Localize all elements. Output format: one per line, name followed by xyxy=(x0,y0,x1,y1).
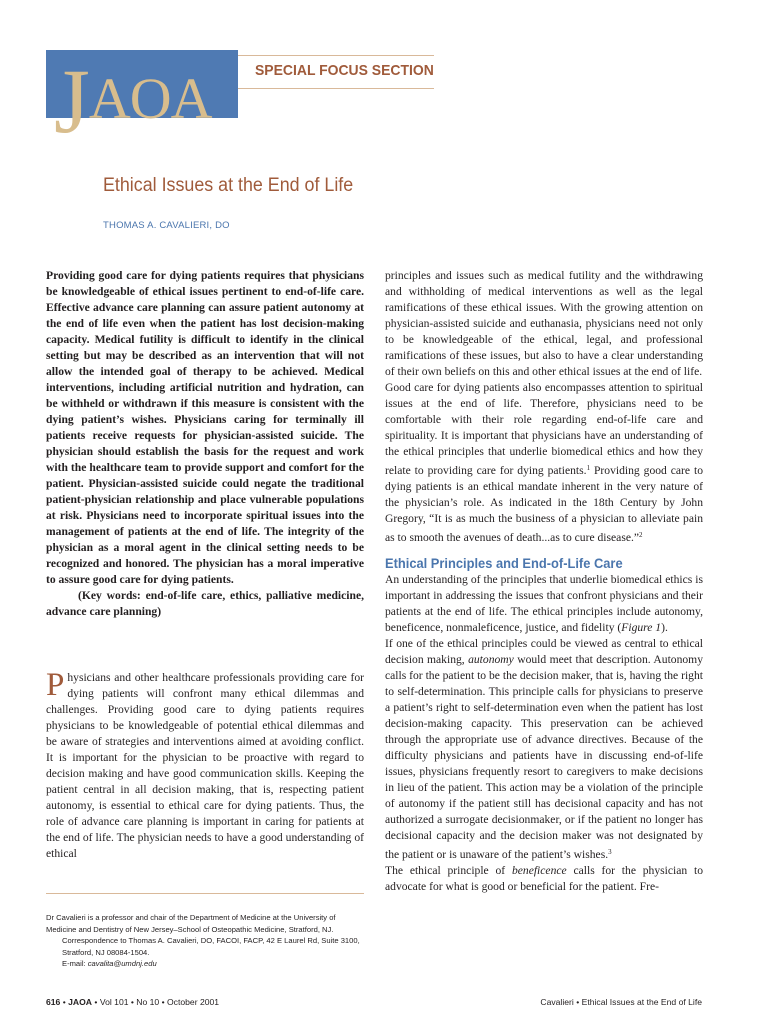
header-rule-top xyxy=(238,55,434,56)
page-number: 616 xyxy=(46,997,61,1007)
footnote-correspondence: Correspondence to Thomas A. Cavalieri, DO, FACOI, FACP, 42 E Laurel Rd, Suite 3100, Stratford, NJ 08084-1504. xyxy=(62,936,360,957)
paragraph-beneficence-text-a: The ethical principle of xyxy=(385,864,512,877)
footnote-email-line xyxy=(46,958,368,970)
footnote-rule xyxy=(46,893,364,894)
section-label: SPECIAL FOCUS SECTION xyxy=(255,62,434,79)
running-title: Ethical Issues at the End of Life xyxy=(581,997,702,1007)
reference-2: 2 xyxy=(639,531,643,539)
paragraph-understanding xyxy=(385,572,703,636)
intro-paragraph xyxy=(46,667,364,862)
intro-text: hysicians and other healthcare professionals providing care for dying patients will confront many ethical dilemmas and challenges. Providing good care to dying patients requires physicians to be knowledgeable of potential ethical dilemmas and be aware of strategies and interventions aimed at avoiding conflict. It is important for the physician to be proactive with regard to decision making and have good communication skills. Keeping the patient central in all decision making, that is, respecting patient autonomy, is essential to ethical care for dying patients. Thus, the role of advance care planning is important in caring for patients at the end of life. The physician needs to have a good understanding of ethical xyxy=(46,671,364,860)
paragraph-principles: principles and issues such as medical futility and the withdrawing and withholding of medical interventions as well as the legal ramifications of these ethical issues. With the growing attention on physician-assisted suicide and euthanasia, physicians need not only to be knowledgeable of the ethical, legal, and professional ramifications of these issues, but also to have a clear understanding of their own beliefs on this and other ethical issues at the end of life. xyxy=(385,269,703,378)
paragraph-spiritual xyxy=(385,380,703,546)
paragraph-beneficence xyxy=(385,863,703,895)
paragraph-autonomy xyxy=(385,636,703,863)
footer-sep-2: • xyxy=(92,997,100,1007)
abstract xyxy=(46,268,364,620)
running-author: Cavalieri xyxy=(540,997,574,1007)
footer-right xyxy=(540,997,702,1007)
reference-3: 3 xyxy=(608,848,612,856)
footer-sep-1: • xyxy=(60,997,69,1007)
article-author: THOMAS A. CAVALIERI, DO xyxy=(103,220,230,231)
body-right-column xyxy=(385,268,703,895)
paragraph-autonomy-text-a: If one of the ethical principles could be viewed as central to ethical decision making, xyxy=(385,637,703,666)
footnote-email[interactable]: cavalita@umdnj.edu xyxy=(87,959,157,968)
author-footnote xyxy=(46,912,368,970)
article-title: Ethical Issues at the End of Life xyxy=(103,175,354,196)
paragraph-understanding-text-a: An understanding of the principles that underlie biomedical ethics is important in addressing the issues that confront physicians and their patients at the end of life. The ethical principles include autonomy, beneficence, nonmaleficence, justice, and fidelity ( xyxy=(385,573,703,634)
paragraph-spiritual-text-b: Providing good care to dying patients is an ethical mandate inherent in the very nature of the physician’s role. As indicated in the 18th Century by John Gregory, “It is as much the business of a physician to alleviate pain as to smooth the avenues of death...as to cure disease.” xyxy=(385,464,703,544)
abstract-text: Providing good care for dying patients requires that physicians be knowledgeable of ethical issues pertinent to end-of-life care. Effective advance care planning can assure patient autonomy at the end of life even when the patient has lost decision-making capacity. Medical futility is difficult to identify in the clinical setting but may be described as an intervention that will not allow the intended goal of therapy to be achieved. Medical interventions, including artificial nutrition and hydration, can be withheld or withdrawn if this measure is consistent with the dying patient’s wishes. Physicians caring for terminally ill patients receive requests for physician-assisted suicide. The physician should establish the basis for the request and work with the healthcare team to provide support and comfort for the patient. Physician-assisted suicide could negate the traditional patient-physician relationship and place vulnerable populations at risk. Physicians need to incorporate spiritual issues into the management of patients at the end of life. The integrity of the physician as a moral agent in the clinical setting needs to be recognized and honored. The physician has a moral imperative to assure good care for dying patients. xyxy=(46,269,364,586)
paragraph-autonomy-text-b: would meet that description. Autonomy calls for the patient to be the decision maker, that is, having the right to self-determination. This principle calls for physicians to preserve a patient’s right to self-determination even when the patient has lost decision-making capacity. This preservation can be achieved through the appropriate use of advance directives. Because of the difficulty physicians and patients have in discussing end-of-life issues, physicians frequently resort to caregivers to make decisions in lieu of the patient. This action may be a violation of the principle of autonomy if the patient still has decisional capacity and has not authorized a surrogate decisionmaker, or if the patient no longer has decisional capacity and the decision maker was not designated by the patient or is unaware of the patient’s wishes. xyxy=(385,653,703,861)
logo-letters: AOA xyxy=(88,66,212,131)
paragraph-spiritual-text-a: Good care for dying patients also encompasses attention to spiritual issues at the end of life. Therefore, physicians need to be comfortable with their role regarding end-of-life care and spirituality. It is important that physicians have an understanding of the ethical principles that underlie biomedical ethics and how they relate to providing care for dying patients. xyxy=(385,381,703,477)
footer-left xyxy=(46,997,219,1007)
header-rule-bottom xyxy=(238,88,434,89)
journal-logo xyxy=(54,50,238,152)
term-autonomy: autonomy xyxy=(468,653,514,666)
footer-issue: Vol 101 • No 10 • October 2001 xyxy=(99,997,220,1007)
paragraph-understanding-text-b: ). xyxy=(661,621,668,634)
term-beneficence: beneficence xyxy=(511,864,567,877)
footer-sep-3: • xyxy=(573,997,582,1007)
paragraph-beneficence-text-b: calls for the physician to advocate for what is good or beneficial for the patient. Fre- xyxy=(385,864,703,893)
section-heading: Ethical Principles and End-of-Life Care xyxy=(385,555,623,571)
footnote-email-label: E-mail: xyxy=(62,959,88,968)
reference-1: 1 xyxy=(586,464,591,472)
body-left-column xyxy=(46,667,364,862)
footer-journal: JAOA xyxy=(68,997,93,1007)
drop-cap: P xyxy=(46,667,65,703)
footnote-affiliation: Dr Cavalieri is a professor and chair of the Department of Medicine at the University of Medicine and Dentistry of New Jersey–School of Osteopathic Medicine, Stratford, NJ. xyxy=(46,913,336,934)
abstract-keywords: (Key words: end-of-life care, ethics, palliative medicine, advance care planning) xyxy=(46,589,364,618)
figure-reference[interactable]: Figure 1 xyxy=(621,621,662,634)
logo-letter-j: J xyxy=(54,50,89,152)
